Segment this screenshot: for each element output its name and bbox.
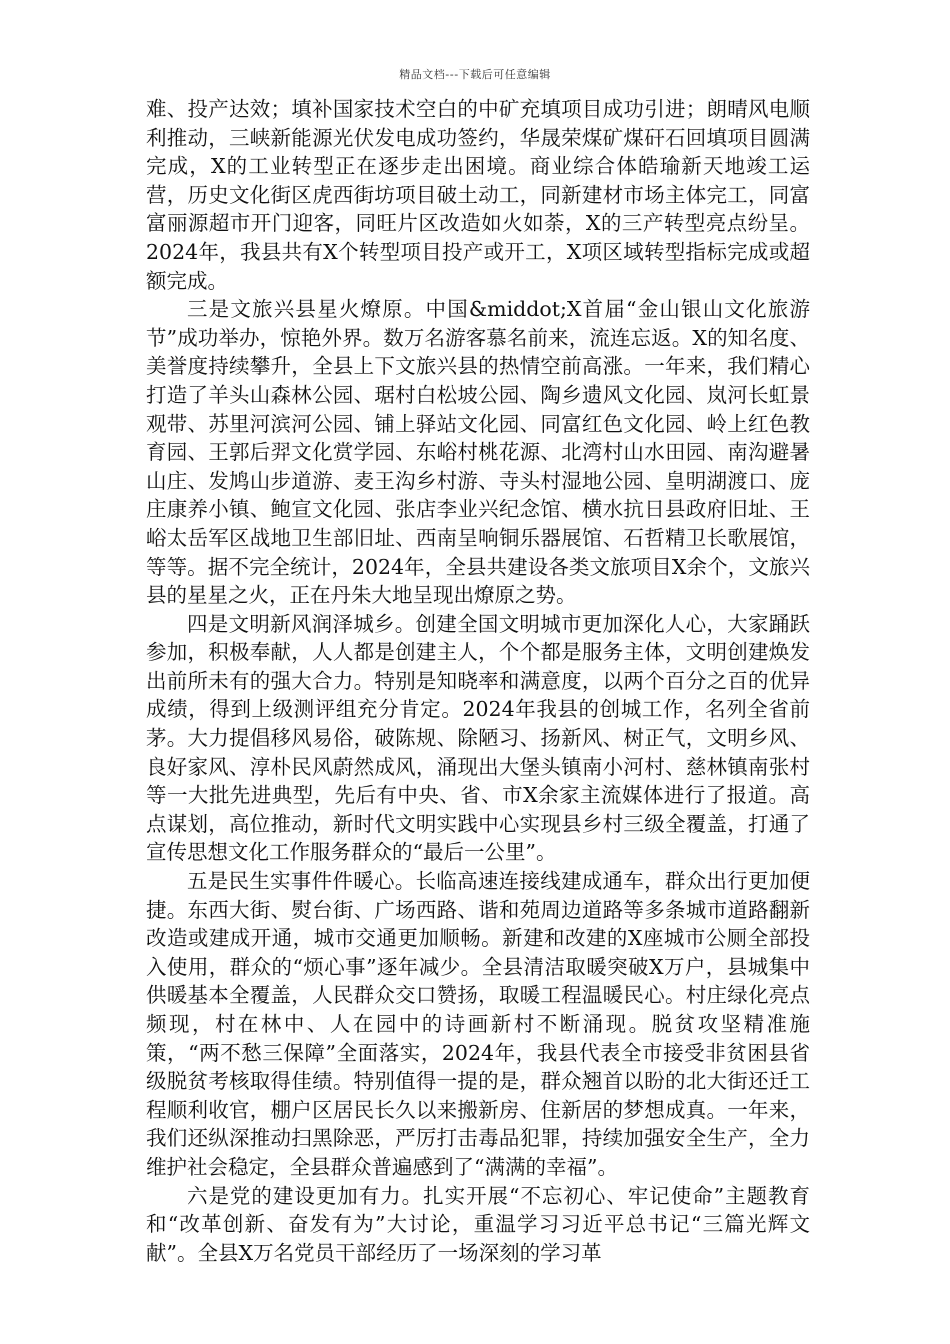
paragraph-4: 五是民生实事件件暖心。长临高速连接线建成通车，群众出行更加便捷。东西大街、熨台街、广场西路、谐和苑周边道路等多条城市道路翻新改造或建成开通，城市交通更加顺畅。新建和改建的X座城市公厕全部投入使用，群众的“烦心事”逐年减少。全县清洁取暖突破X万户，县城集中供暖基本全覆盖，人民群众交口赞扬，取暖工程温暖民心。村庄绿化亮点频现，村在林中、人在园中的诗画新村不断涌现。脱贫攻坚精准施策，“两不愁三保障”全面落实，2024年，我县代表全市接受非贫困县省级脱贫考核取得佳绩。特别值得一提的是，群众翘首以盼的北大街还迁工程顺利收官，棚户区居民长久以来搬新房、住新居的梦想成真。一年来，我们还纵深推动扫黑除恶，严厉打击毒品犯罪，持续加强安全生产，全力维护社会稳定，全县群众普遍感到了“满满的幸福”。 xyxy=(146,869,810,1179)
paragraph-1: 难、投产达效；填补国家技术空白的中矿充填项目成功引进；朗晴风电顺利推动，三峡新能源光伏发电成功签约，华晟荣煤矿煤矸石回填项目圆满完成，X的工业转型正在逐步走出困境。商业综合体皓瑜新天地竣工运营，历史文化街区虎西街坊项目破土动工，同新建材市场主体完工，同富富丽源超市开门迎客，同旺片区改造如火如荼，X的三产转型亮点纷呈。2024年，我县共有X个转型项目投产或开工，X项区域转型指标完成或超额完成。 xyxy=(146,97,810,293)
paragraph-3: 四是文明新风润泽城乡。创建全国文明城市更加深化人心，大家踊跃参加，积极奉献，人人都是创建主人，个个都是服务主体，文明创建焕发出前所未有的强大合力。特别是知晓率和满意度，以两个百分之百的优异成绩，得到上级测评组充分肯定。2024年我县的创城工作，名列全省前茅。大力提倡移风易俗，破陈规、除陋习、扬新风、树正气，文明乡风、良好家风、淳朴民风蔚然成风，涌现出大堡头镇南小河村、慈林镇南张村等一大批先进典型，先后有中央、省、市X余家主流媒体进行了报道。高点谋划，高位推动，新时代文明实践中心实现县乡村三级全覆盖，打通了宣传思想文化工作服务群众的“最后一公里”。 xyxy=(146,611,810,865)
page-header: 精品文档---下载后可任意编辑 xyxy=(399,68,551,81)
document-body xyxy=(146,95,810,1267)
paragraph-5: 六是党的建设更加有力。扎实开展“不忘初心、牢记使命”主题教育和“改革创新、奋发有为”大讨论，重温学习习近平总书记“三篇光辉文献”。全县X万名党员干部经历了一场深刻的学习革 xyxy=(146,1183,810,1265)
paragraph-2: 三是文旅兴县星火燎原。中国&middot;X首届“金山银山文化旅游节”成功举办，惊艳外界。数万名游客慕名前来，流连忘返。X的知名度、美誉度持续攀升，全县上下文旅兴县的热情空前高涨。一年来，我们精心打造了羊头山森林公园、琚村白松坡公园、陶乡遗风文化园、岚河长虹景观带、苏里河滨河公园、铺上驿站文化园、同富红色文化园、岭上红色教育园、王郭后羿文化赏学园、东峪村桃花源、北湾村山水田园、南沟避暑山庄、发鸠山步道游、麦王沟乡村游、寺头村湿地公园、皇明湖渡口、庞庄康养小镇、鲍宣文化园、张店李业兴纪念馆、横水抗日县政府旧址、王峪太岳军区战地卫生部旧址、西南呈响铜乐器展馆、石哲精卫长歌展馆，等等。据不完全统计，2024年，全县共建设各类文旅项目X余个，文旅兴县的星星之火，正在丹朱大地呈现出燎原之势。 xyxy=(146,297,810,608)
